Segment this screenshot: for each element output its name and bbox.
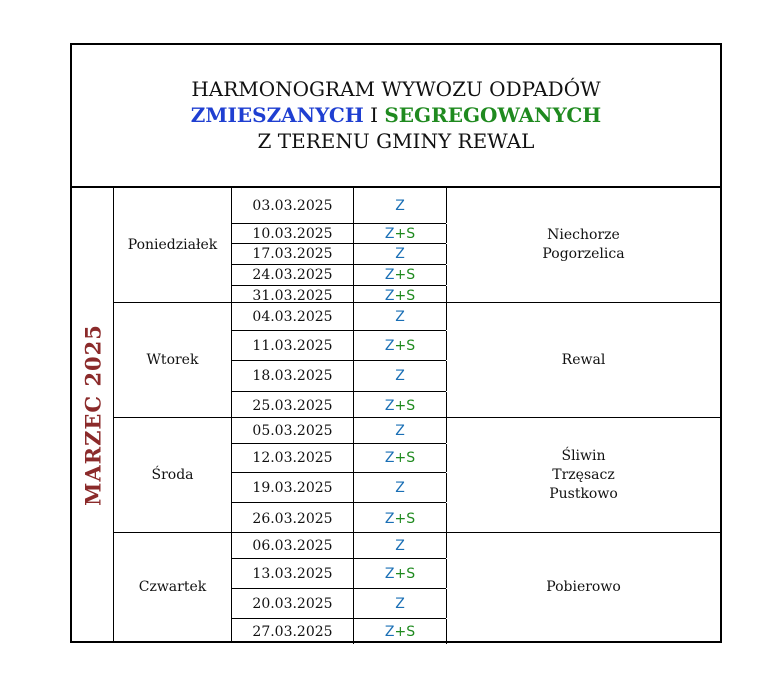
- collection-date: 11.03.2025: [232, 331, 354, 360]
- segregated-waste-code: +S: [394, 565, 416, 582]
- mixed-waste-code: Z: [384, 267, 395, 283]
- location-name: Rewal: [561, 351, 606, 368]
- mixed-waste-label: ZMIESZANYCH: [190, 103, 364, 127]
- location-name: Pustkowo: [549, 485, 618, 502]
- collection-date: 12.03.2025: [232, 444, 354, 472]
- conjunction: I: [370, 103, 378, 127]
- segregated-waste-code: +S: [394, 398, 416, 414]
- segregated-waste-label: SEGREGOWANYCH: [384, 103, 602, 127]
- month-cell: [72, 188, 114, 641]
- weekday-label: Poniedziałek: [114, 188, 232, 302]
- header-region: Z TERENU GMINY REWAL: [257, 129, 535, 153]
- date-row: [232, 361, 446, 392]
- segregated-waste-code: +S: [394, 288, 416, 304]
- date-rows: [232, 188, 446, 302]
- waste-type: [354, 533, 447, 558]
- location-name: Pobierowo: [546, 578, 621, 595]
- segregated-waste-code: +S: [394, 511, 416, 527]
- date-row: [232, 303, 446, 331]
- schedule-table: [70, 43, 722, 643]
- mixed-waste-code: Z: [384, 623, 395, 640]
- collection-date: 04.03.2025: [232, 303, 354, 330]
- waste-type: [354, 444, 447, 472]
- location-name: Pogorzelica: [542, 246, 625, 262]
- locations-cell: [447, 533, 720, 641]
- mixed-waste-code: Z: [395, 246, 405, 262]
- collection-date: 17.03.2025: [232, 244, 354, 264]
- collection-date: 26.03.2025: [232, 503, 354, 535]
- schedule-header: [72, 45, 720, 188]
- date-row: [232, 331, 446, 361]
- collection-date: 10.03.2025: [232, 224, 354, 243]
- collection-date: 18.03.2025: [232, 361, 354, 391]
- day-block: [114, 303, 720, 418]
- waste-type: [354, 265, 447, 285]
- locations-cell: [447, 303, 720, 417]
- waste-type: [354, 392, 447, 420]
- location-name: Śliwin: [561, 447, 606, 464]
- mixed-waste-code: Z: [395, 308, 405, 325]
- date-rows: [232, 418, 446, 532]
- mixed-waste-code: Z: [395, 479, 405, 496]
- date-row: [232, 589, 446, 619]
- date-rows: [232, 533, 446, 641]
- location-name: Niechorze: [547, 227, 620, 243]
- waste-type: [354, 244, 447, 264]
- segregated-waste-code: +S: [394, 450, 416, 466]
- weekday-label: Wtorek: [114, 303, 232, 417]
- date-row: [232, 559, 446, 589]
- date-rows: [232, 303, 446, 417]
- month-label: MARZEC 2025: [80, 323, 105, 506]
- collection-date: 19.03.2025: [232, 473, 354, 502]
- mixed-waste-code: Z: [395, 595, 405, 612]
- segregated-waste-code: +S: [394, 225, 416, 242]
- date-row: [232, 265, 446, 286]
- mixed-waste-code: Z: [384, 288, 395, 304]
- collection-date: 13.03.2025: [232, 559, 354, 588]
- waste-type: [354, 589, 447, 618]
- date-row: [232, 619, 446, 644]
- locations-cell: [447, 418, 720, 532]
- collection-date: 24.03.2025: [232, 265, 354, 285]
- mixed-waste-code: Z: [384, 565, 395, 582]
- day-block: [114, 418, 720, 533]
- date-row: [232, 188, 446, 224]
- weekday-label: Środa: [114, 418, 232, 532]
- date-row: [232, 392, 446, 420]
- waste-type: [354, 418, 447, 443]
- segregated-waste-code: +S: [394, 337, 416, 354]
- mixed-waste-code: Z: [395, 537, 405, 554]
- mixed-waste-code: Z: [384, 337, 395, 354]
- collection-date: 27.03.2025: [232, 619, 354, 644]
- waste-type: [354, 224, 447, 243]
- waste-type: [354, 559, 447, 588]
- date-row: [232, 473, 446, 503]
- collection-date: 31.03.2025: [232, 286, 354, 306]
- segregated-waste-code: +S: [394, 267, 416, 283]
- day-block: [114, 188, 720, 303]
- segregated-waste-code: +S: [394, 623, 416, 640]
- waste-type: [354, 619, 447, 644]
- collection-date: 20.03.2025: [232, 589, 354, 618]
- waste-type: [354, 503, 447, 535]
- mixed-waste-code: Z: [384, 398, 395, 414]
- header-subtitle: [72, 102, 720, 128]
- mixed-waste-code: Z: [384, 225, 395, 242]
- waste-type: [354, 473, 447, 502]
- mixed-waste-code: Z: [395, 368, 405, 384]
- waste-type: [354, 188, 447, 223]
- collection-date: 25.03.2025: [232, 392, 354, 420]
- date-row: [232, 224, 446, 244]
- date-row: [232, 444, 446, 473]
- collection-date: 05.03.2025: [232, 418, 354, 443]
- waste-type: [354, 361, 447, 391]
- collection-date: 06.03.2025: [232, 533, 354, 558]
- collection-date: 03.03.2025: [232, 188, 354, 223]
- locations-cell: [447, 188, 720, 302]
- mixed-waste-code: Z: [384, 450, 395, 466]
- mixed-waste-code: Z: [384, 511, 395, 527]
- date-row: [232, 503, 446, 535]
- mixed-waste-code: Z: [395, 197, 405, 214]
- date-row: [232, 418, 446, 444]
- date-row: [232, 533, 446, 559]
- date-row: [232, 244, 446, 265]
- mixed-waste-code: Z: [395, 422, 405, 439]
- waste-type: [354, 331, 447, 360]
- header-title: HARMONOGRAM WYWOZU ODPADÓW: [191, 77, 601, 101]
- waste-type: [354, 303, 447, 330]
- weekday-label: Czwartek: [114, 533, 232, 641]
- location-name: Trzęsacz: [552, 466, 615, 483]
- day-block: [114, 533, 720, 641]
